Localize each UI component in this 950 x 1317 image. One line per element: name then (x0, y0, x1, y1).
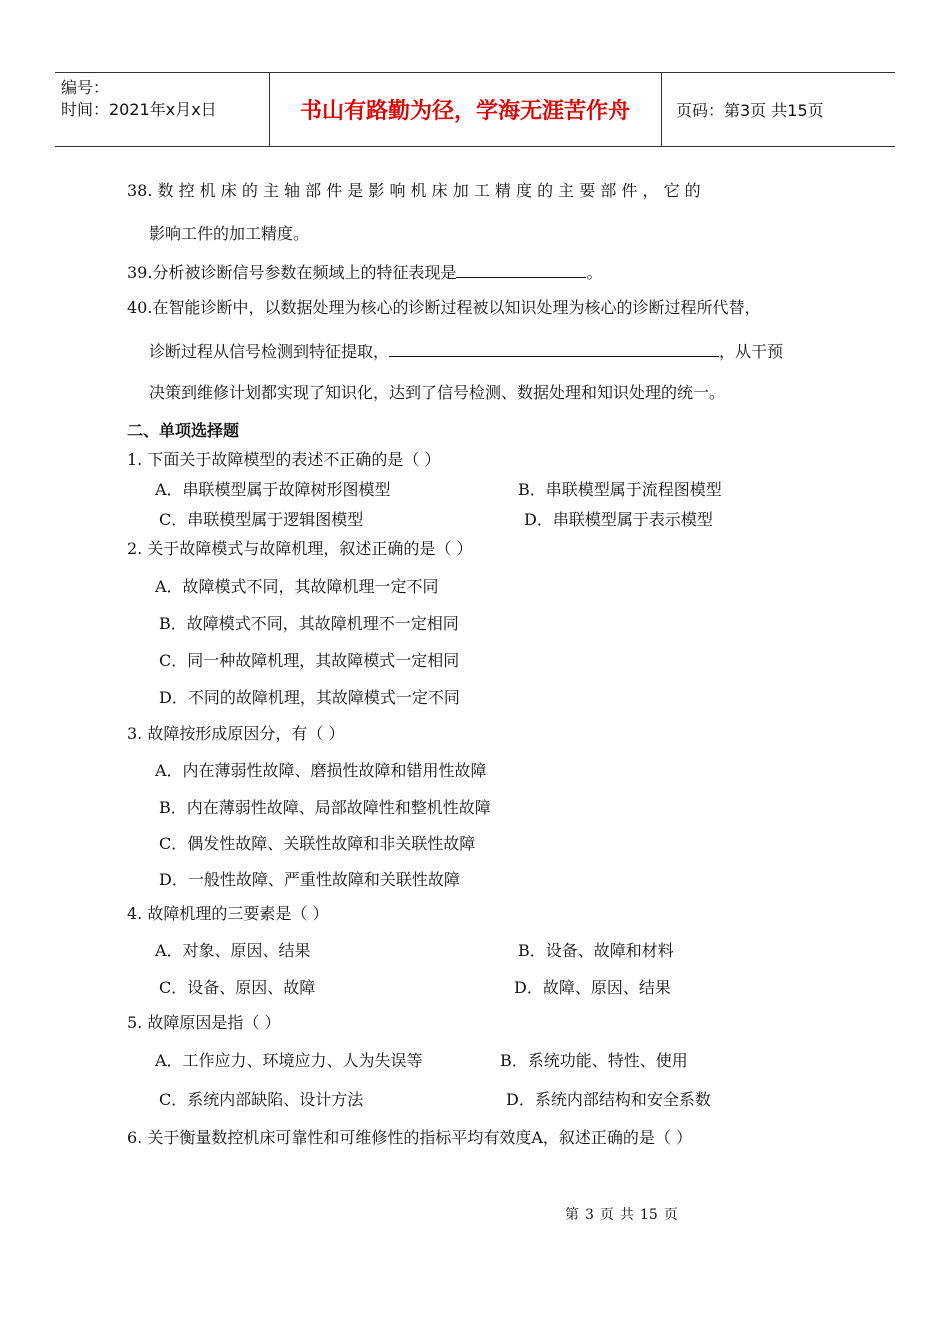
time-label: 时间：2021年x月x日 (61, 100, 217, 119)
footer-text: 共 (619, 1207, 634, 1223)
option-c[interactable]: C．系统内部缺陷、设计方法 (159, 1090, 364, 1109)
answer-blank[interactable] (389, 340, 719, 357)
option-d[interactable]: D．一般性故障、严重性故障和关联性故障 (159, 870, 460, 889)
question-40-line-3: 决策到维修计划都实现了知识化，达到了信号检测、数据处理和知识处理的统一。 (149, 383, 726, 402)
question-stem: 1. 下面关于故障模型的表述不正确的是（ ） (127, 450, 441, 469)
footer-text: 第 (565, 1207, 579, 1223)
option-a[interactable]: A．串联模型属于故障树形图模型 (155, 480, 391, 499)
question-stem: 5. 故障原因是指（ ） (127, 1013, 281, 1032)
number-label: 编号： (61, 78, 110, 97)
footer-text: 页 (599, 1207, 614, 1223)
question-39 (127, 261, 602, 284)
question-stem: 4. 故障机理的三要素是（ ） (127, 904, 329, 923)
q39-end: 。 (586, 263, 603, 282)
question-38-line-2: 影响工件的加工精度。 (149, 224, 310, 243)
page-header (55, 72, 895, 147)
option-d[interactable]: D．串联模型属于表示模型 (524, 510, 713, 529)
header-page-label: 页码：第3页 共15页 (676, 101, 824, 120)
option-a[interactable]: A．内在薄弱性故障、磨损性故障和错用性故障 (155, 761, 487, 780)
q40-text-after: ，从干预 (719, 342, 784, 361)
option-b[interactable]: B．故障模式不同，其故障机理不一定相同 (159, 614, 459, 633)
q39-text: 39.分析被诊断信号参数在频域上的特征表现是 (127, 263, 457, 282)
q40-text: 诊断过程从信号检测到特征提取， (149, 342, 390, 361)
option-a[interactable]: A．工作应力、环境应力、人为失误等 (155, 1051, 423, 1070)
option-d[interactable]: D．故障、原因、结果 (514, 978, 671, 997)
header-info (61, 77, 217, 121)
header-slogan: 书山有路勤为径，学海无涯苦作舟 (299, 99, 630, 124)
answer-blank[interactable] (456, 261, 586, 278)
question-stem: 3. 故障按形成原因分，有（ ） (127, 724, 345, 743)
question-stem: 6. 关于衡量数控机床可靠性和可维修性的指标平均有效度A，叙述正确的是（ ） (127, 1128, 692, 1147)
footer-page-number: 3 (585, 1207, 594, 1223)
option-d[interactable]: D．不同的故障机理，其故障模式一定不同 (159, 688, 460, 707)
question-40-line-1: 40.在智能诊断中，以数据处理为核心的诊断过程被以知识处理为核心的诊断过程所代替， (127, 298, 761, 317)
option-a[interactable]: A．故障模式不同，其故障机理一定不同 (155, 577, 439, 596)
footer-text: 页 (663, 1207, 678, 1223)
question-38-line-1 (127, 180, 823, 202)
footer-total-pages: 15 (639, 1207, 658, 1223)
option-b[interactable]: B．串联模型属于流程图模型 (518, 480, 722, 499)
option-c[interactable]: C．同一种故障机理，其故障模式一定相同 (159, 651, 460, 670)
option-b[interactable]: B．内在薄弱性故障、局部故障性和整机性故障 (159, 798, 491, 817)
option-b[interactable]: B．设备、故障和材料 (518, 941, 674, 960)
option-b[interactable]: B．系统功能、特性、使用 (500, 1051, 688, 1070)
section-title: 二、单项选择题 (127, 421, 240, 440)
question-stem: 2. 关于故障模式与故障机理，叙述正确的是（ ） (127, 539, 473, 558)
option-c[interactable]: C．串联模型属于逻辑图模型 (159, 510, 364, 529)
header-divider (661, 73, 662, 146)
option-d[interactable]: D．系统内部结构和安全系数 (506, 1090, 711, 1109)
question-40-line-2 (149, 340, 783, 363)
option-c[interactable]: C．设备、原因、故障 (159, 978, 316, 997)
page-footer (565, 1204, 684, 1224)
option-a[interactable]: A．对象、原因、结果 (155, 941, 311, 960)
option-c[interactable]: C．偶发性故障、关联性故障和非关联性故障 (159, 834, 476, 853)
q38-text: 38. 数 控 机 床 的 主 轴 部 件 是 影 响 机 床 加 工 精 度 的 主 要 部 件 ， 它 的 (127, 181, 701, 200)
